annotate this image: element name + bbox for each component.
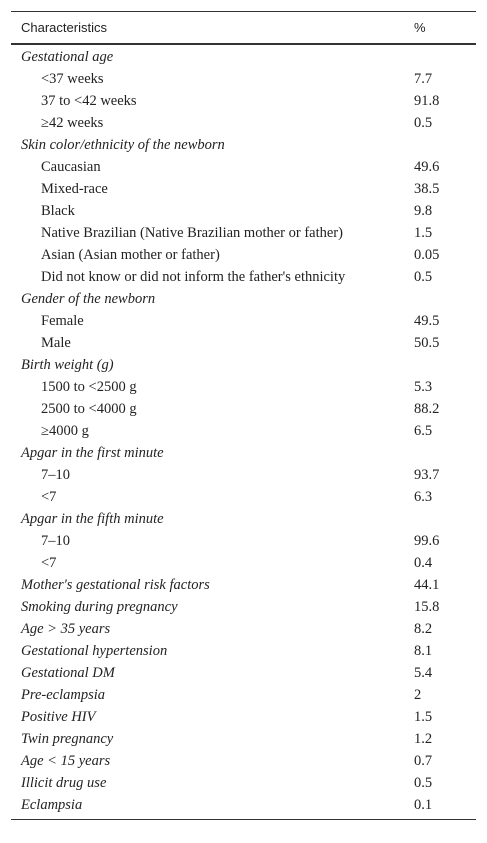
row-value: 91.8 <box>414 93 440 109</box>
table-section-row <box>11 442 476 464</box>
row-label: Pre-eclampsia <box>21 687 106 703</box>
table-section-row <box>11 134 476 156</box>
row-value: 1.5 <box>414 709 433 725</box>
table-row <box>11 420 476 442</box>
table-row <box>11 266 476 288</box>
row-label: 1500 to <2500 g <box>41 379 137 395</box>
table-row <box>11 222 476 244</box>
table-row <box>11 156 476 178</box>
row-value: 6.5 <box>414 423 433 439</box>
row-label: Smoking during pregnancy <box>21 599 178 615</box>
row-value: 0.5 <box>414 775 433 791</box>
table-section-row <box>11 596 476 618</box>
row-label: Caucasian <box>41 159 101 175</box>
table-section-row <box>11 728 476 750</box>
table-section-row <box>11 618 476 640</box>
row-value: 5.4 <box>414 665 433 681</box>
row-value: 7.7 <box>414 71 433 87</box>
table-row <box>11 552 476 574</box>
row-label: Male <box>41 335 71 351</box>
row-label: Asian (Asian mother or father) <box>41 247 220 263</box>
row-label: ≥4000 g <box>41 423 89 439</box>
row-value: 2 <box>414 687 422 703</box>
row-label: Gestational hypertension <box>21 643 168 659</box>
table-section-row <box>11 706 476 728</box>
column-header-characteristics: Characteristics <box>21 20 107 35</box>
table-section-row <box>11 46 476 68</box>
table-section-row <box>11 750 476 772</box>
row-value: 8.1 <box>414 643 433 659</box>
table-row <box>11 200 476 222</box>
row-label: Female <box>41 313 84 329</box>
table-row <box>11 332 476 354</box>
row-value: 1.5 <box>414 225 433 241</box>
row-label: <7 <box>41 489 57 505</box>
row-label: Gender of the newborn <box>21 291 156 307</box>
row-value: 50.5 <box>414 335 440 351</box>
table-row <box>11 398 476 420</box>
row-label: <7 <box>41 555 57 571</box>
row-value: 0.5 <box>414 269 433 285</box>
row-label: Skin color/ethnicity of the newborn <box>21 137 225 153</box>
row-value: 5.3 <box>414 379 433 395</box>
row-value: 49.6 <box>414 159 440 175</box>
row-label: Apgar in the fifth minute <box>21 511 164 527</box>
table-bottom-rule <box>11 819 476 820</box>
table-section-row <box>11 288 476 310</box>
table-row <box>11 68 476 90</box>
table-section-row <box>11 794 476 816</box>
row-value: 0.05 <box>414 247 440 263</box>
row-value: 6.3 <box>414 489 433 505</box>
table-section-row <box>11 640 476 662</box>
row-value: 99.6 <box>414 533 440 549</box>
table-row <box>11 178 476 200</box>
table-row <box>11 464 476 486</box>
table-row <box>11 310 476 332</box>
row-value: 9.8 <box>414 203 433 219</box>
table-section-row <box>11 354 476 376</box>
row-label: Mixed-race <box>41 181 108 197</box>
row-value: 0.1 <box>414 797 433 813</box>
row-value: 49.5 <box>414 313 440 329</box>
row-value: 93.7 <box>414 467 440 483</box>
table-row <box>11 486 476 508</box>
table-body <box>11 46 476 816</box>
row-label: Apgar in the first minute <box>21 445 164 461</box>
row-label: Age < 15 years <box>21 753 111 769</box>
row-value: 8.2 <box>414 621 433 637</box>
row-value: 0.4 <box>414 555 433 571</box>
row-label: Native Brazilian (Native Brazilian mother or father) <box>41 225 343 241</box>
table-row <box>11 530 476 552</box>
table-section-row <box>11 684 476 706</box>
characteristics-table <box>11 11 476 820</box>
table-section-row <box>11 508 476 530</box>
table-section-row <box>11 574 476 596</box>
row-label: Positive HIV <box>21 709 96 725</box>
table-row <box>11 376 476 398</box>
column-header-percent: % <box>414 20 426 35</box>
row-label: Mother's gestational risk factors <box>21 577 210 593</box>
row-label: Illicit drug use <box>21 775 107 791</box>
row-label: 2500 to <4000 g <box>41 401 137 417</box>
row-label: Gestational age <box>21 49 114 65</box>
table-header <box>11 12 476 43</box>
row-value: 15.8 <box>414 599 440 615</box>
row-value: 1.2 <box>414 731 433 747</box>
row-label: 7–10 <box>41 467 70 483</box>
table-row <box>11 90 476 112</box>
table-section-row <box>11 662 476 684</box>
row-value: 44.1 <box>414 577 440 593</box>
row-value: 38.5 <box>414 181 440 197</box>
table-header-rule <box>11 43 476 45</box>
table-row <box>11 244 476 266</box>
row-label: Black <box>41 203 75 219</box>
row-label: Age > 35 years <box>21 621 111 637</box>
row-label: 7–10 <box>41 533 70 549</box>
row-label: 37 to <42 weeks <box>41 93 137 109</box>
row-label: Twin pregnancy <box>21 731 114 747</box>
row-label: Did not know or did not inform the father's ethnicity <box>41 269 346 285</box>
row-value: 0.7 <box>414 753 433 769</box>
row-value: 0.5 <box>414 115 433 131</box>
row-value: 88.2 <box>414 401 440 417</box>
table-row <box>11 112 476 134</box>
row-label: Gestational DM <box>21 665 115 681</box>
row-label: Eclampsia <box>21 797 83 813</box>
table-section-row <box>11 772 476 794</box>
row-label: Birth weight (g) <box>21 357 114 373</box>
row-label: ≥42 weeks <box>41 115 104 131</box>
row-label: <37 weeks <box>41 71 104 87</box>
